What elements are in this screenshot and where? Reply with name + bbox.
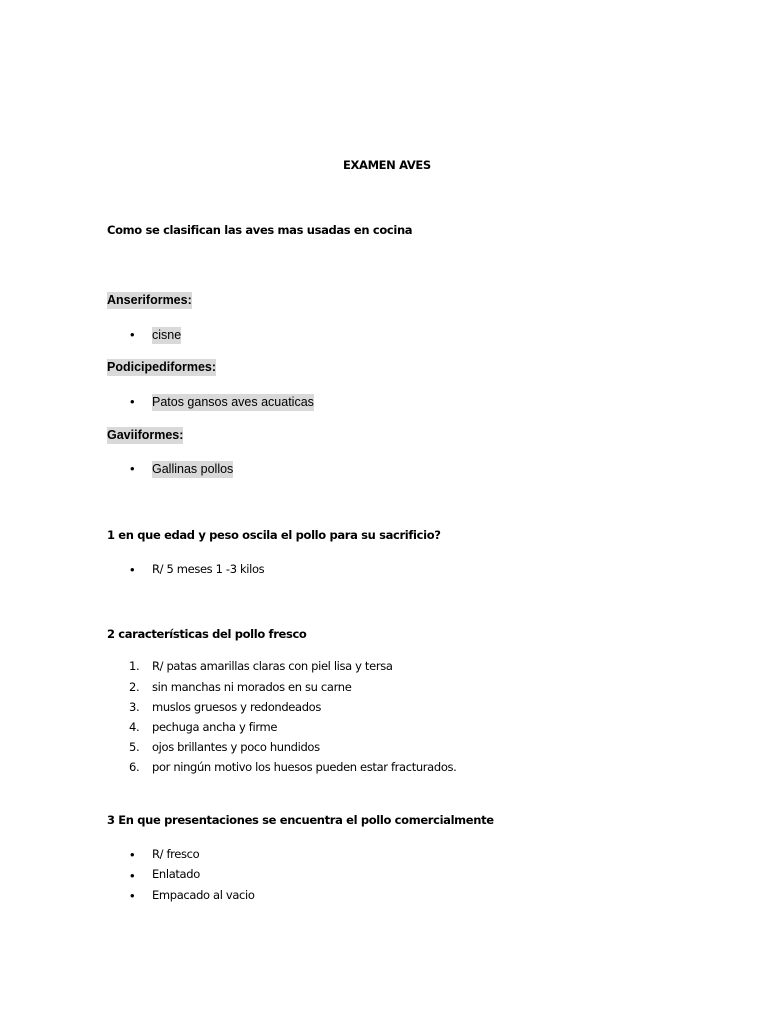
classification-heading: Anseriformes: (107, 293, 192, 307)
bullet-icon: • (130, 461, 135, 476)
list-item: Empacado al vacio (152, 888, 255, 902)
bullet-icon: • (130, 327, 135, 342)
list-number: 6. (129, 760, 140, 774)
bullet-icon: • (130, 394, 135, 409)
list-item: pechuga ancha y firme (152, 720, 278, 734)
classification-heading: Gaviiformes: (107, 428, 184, 442)
list-item: ojos brillantes y poco hundidos (152, 740, 320, 754)
bullet-icon: • (130, 888, 135, 903)
classification-item: Gallinas pollos (152, 462, 234, 476)
classification-item: cisne (152, 328, 182, 342)
bullet-icon: • (130, 562, 135, 577)
list-number: 3. (129, 700, 140, 714)
bullet-icon: • (130, 868, 135, 883)
list-item: R/ fresco (152, 847, 200, 861)
list-item: sin manchas ni morados en su carne (152, 680, 352, 694)
intro-question: Como se clasifican las aves mas usadas en cocina (107, 223, 413, 237)
bullet-icon: • (130, 847, 135, 862)
answer-1: R/ 5 meses 1 -3 kilos (152, 562, 265, 576)
classification-heading: Podicipediformes: (107, 360, 217, 374)
list-item: muslos gruesos y redondeados (152, 700, 322, 714)
question-2: 2 características del pollo fresco (107, 627, 307, 641)
list-item: Enlatado (152, 867, 200, 881)
page-title: EXAMEN AVES (343, 158, 431, 172)
list-number: 4. (129, 720, 140, 734)
list-number: 1. (129, 659, 140, 673)
list-number: 5. (129, 740, 140, 754)
list-item: por ningún motivo los huesos pueden estar fracturados. (152, 760, 457, 774)
question-1: 1 en que edad y peso oscila el pollo para su sacrificio? (107, 528, 441, 542)
classification-item: Patos gansos aves acuaticas (152, 395, 314, 409)
list-item: R/ patas amarillas claras con piel lisa y tersa (152, 659, 393, 673)
list-number: 2. (129, 680, 140, 694)
question-3: 3 En que presentaciones se encuentra el pollo comercialmente (107, 813, 494, 827)
